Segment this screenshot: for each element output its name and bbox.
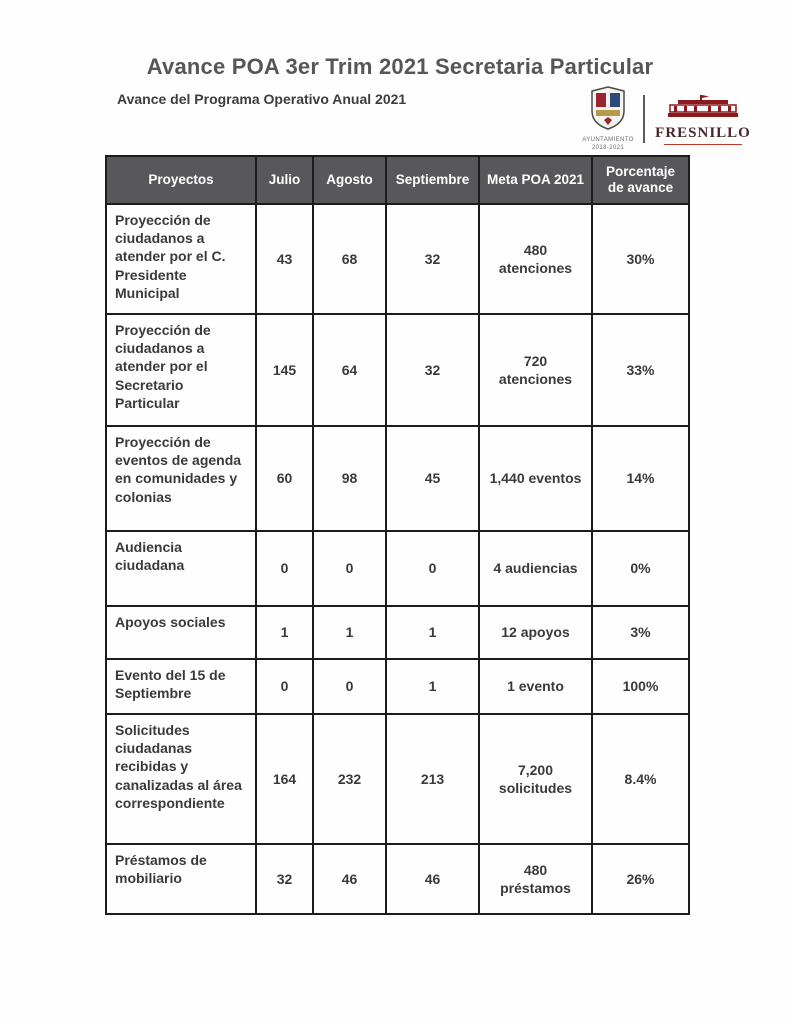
table-row [106,426,689,531]
table-row [106,659,689,714]
table-row [106,531,689,606]
value-cell: 1 [313,606,386,659]
seal-caption-line2: 2018-2021 [591,144,625,151]
value-cell: 232 [313,714,386,844]
fresnillo-tagline-line [664,144,742,145]
table-row [106,714,689,844]
value-cell: 46 [313,844,386,914]
table-header [106,156,689,204]
table-body [106,204,689,914]
value-cell: 64 [313,314,386,426]
value-cell: 0 [313,531,386,606]
value-cell: 720 atenciones [479,314,592,426]
value-cell: 100% [592,659,689,714]
table-row [106,606,689,659]
value-cell: 68 [313,204,386,314]
value-cell: 0 [386,531,479,606]
value-cell: 32 [256,844,313,914]
value-cell: 0% [592,531,689,606]
value-cell: 480 préstamos [479,844,592,914]
column-header: Agosto [313,156,386,204]
value-cell: 0 [313,659,386,714]
header-logos [582,86,751,153]
table-row [106,204,689,314]
value-cell: 12 apoyos [479,606,592,659]
value-cell: 60 [256,426,313,531]
column-header: Septiembre [386,156,479,204]
value-cell: 1 evento [479,659,592,714]
value-cell: 0 [256,659,313,714]
value-cell: 8.4% [592,714,689,844]
fresnillo-wordmark: FRESNILLO [655,125,751,142]
value-cell: 14% [592,426,689,531]
value-cell: 164 [256,714,313,844]
value-cell: 7,200 solicitudes [479,714,592,844]
value-cell: 1 [386,606,479,659]
municipal-seal [582,86,634,153]
project-cell: Audiencia ciudadana [106,531,256,606]
value-cell: 0 [256,531,313,606]
seal-caption-line1: AYUNTAMIENTO [582,137,634,143]
project-cell: Préstamos de mobiliario [106,844,256,914]
column-header: Porcentaje de avance [592,156,689,204]
project-cell: Apoyos sociales [106,606,256,659]
page-subtitle: Avance del Programa Operativo Anual 2021 [117,91,407,107]
value-cell: 43 [256,204,313,314]
value-cell: 480 atenciones [479,204,592,314]
value-cell: 32 [386,204,479,314]
value-cell: 145 [256,314,313,426]
value-cell: 1 [256,606,313,659]
page-title: Avance POA 3er Trim 2021 Secretaria Particular [146,54,654,79]
column-header: Meta POA 2021 [479,156,592,204]
column-header: Julio [256,156,313,204]
value-cell: 213 [386,714,479,844]
poa-table [105,155,690,915]
value-cell: 98 [313,426,386,531]
value-cell: 33% [592,314,689,426]
value-cell: 32 [386,314,479,426]
value-cell: 3% [592,606,689,659]
table-row [106,844,689,914]
logo-divider [643,95,645,143]
palace-building-icon [664,93,742,124]
value-cell: 26% [592,844,689,914]
coat-of-arms-icon [590,86,626,135]
value-cell: 30% [592,204,689,314]
seal-caption [582,137,633,153]
value-cell: 46 [386,844,479,914]
header-row [106,156,689,204]
table-row [106,314,689,426]
project-cell: Evento del 15 de Septiembre [106,659,256,714]
column-header: Proyectos [106,156,256,204]
value-cell: 1,440 eventos [479,426,592,531]
value-cell: 45 [386,426,479,531]
project-cell: Proyección de ciudadanos a atender por el Secretario Particular [106,314,256,426]
fresnillo-logo [657,93,749,145]
project-cell: Solicitudes ciudadanas recibidas y canalizadas al área correspondiente [106,714,256,844]
project-cell: Proyección de eventos de agenda en comunidades y colonias [106,426,256,531]
value-cell: 4 audiencias [479,531,592,606]
project-cell: Proyección de ciudadanos a atender por el C. Presidente Municipal [106,204,256,314]
value-cell: 1 [386,659,479,714]
